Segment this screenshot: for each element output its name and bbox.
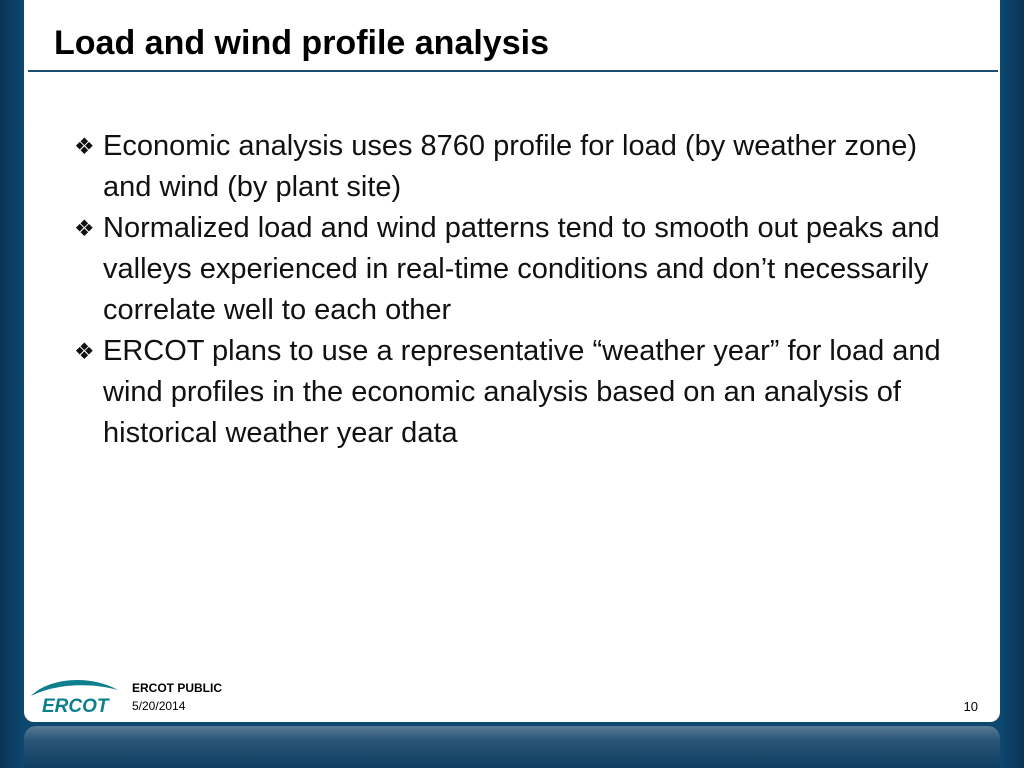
logo-wordmark: ERCOT bbox=[42, 696, 109, 716]
classification-label: ERCOT PUBLIC bbox=[132, 681, 222, 695]
bullet-list bbox=[74, 126, 944, 454]
bullet-text: ERCOT plans to use a representative “weather year” for load and wind profiles in the economic analysis based on an analysis of historical weather year data bbox=[103, 335, 941, 449]
diamond-bullet-icon: ❖ bbox=[74, 215, 95, 241]
ercot-logo bbox=[28, 674, 120, 716]
bottom-band bbox=[24, 726, 1000, 768]
title-divider bbox=[28, 70, 998, 72]
page-number: 10 bbox=[963, 699, 978, 714]
slide-title: Load and wind profile analysis bbox=[54, 24, 549, 62]
bullet-item bbox=[74, 208, 944, 331]
slide-date: 5/20/2014 bbox=[132, 699, 186, 713]
diamond-bullet-icon: ❖ bbox=[74, 133, 95, 159]
ercot-logo-icon bbox=[28, 674, 120, 716]
bullet-text: Economic analysis uses 8760 profile for load (by weather zone) and wind (by plant site) bbox=[103, 130, 918, 203]
slide-canvas bbox=[24, 0, 1000, 722]
bullet-item bbox=[74, 331, 944, 454]
bullet-item bbox=[74, 126, 944, 208]
diamond-bullet-icon: ❖ bbox=[74, 338, 95, 364]
bullet-text: Normalized load and wind patterns tend to smooth out peaks and valleys experienced in real-time conditions and don’t necessarily correlate well to each other bbox=[103, 212, 940, 326]
